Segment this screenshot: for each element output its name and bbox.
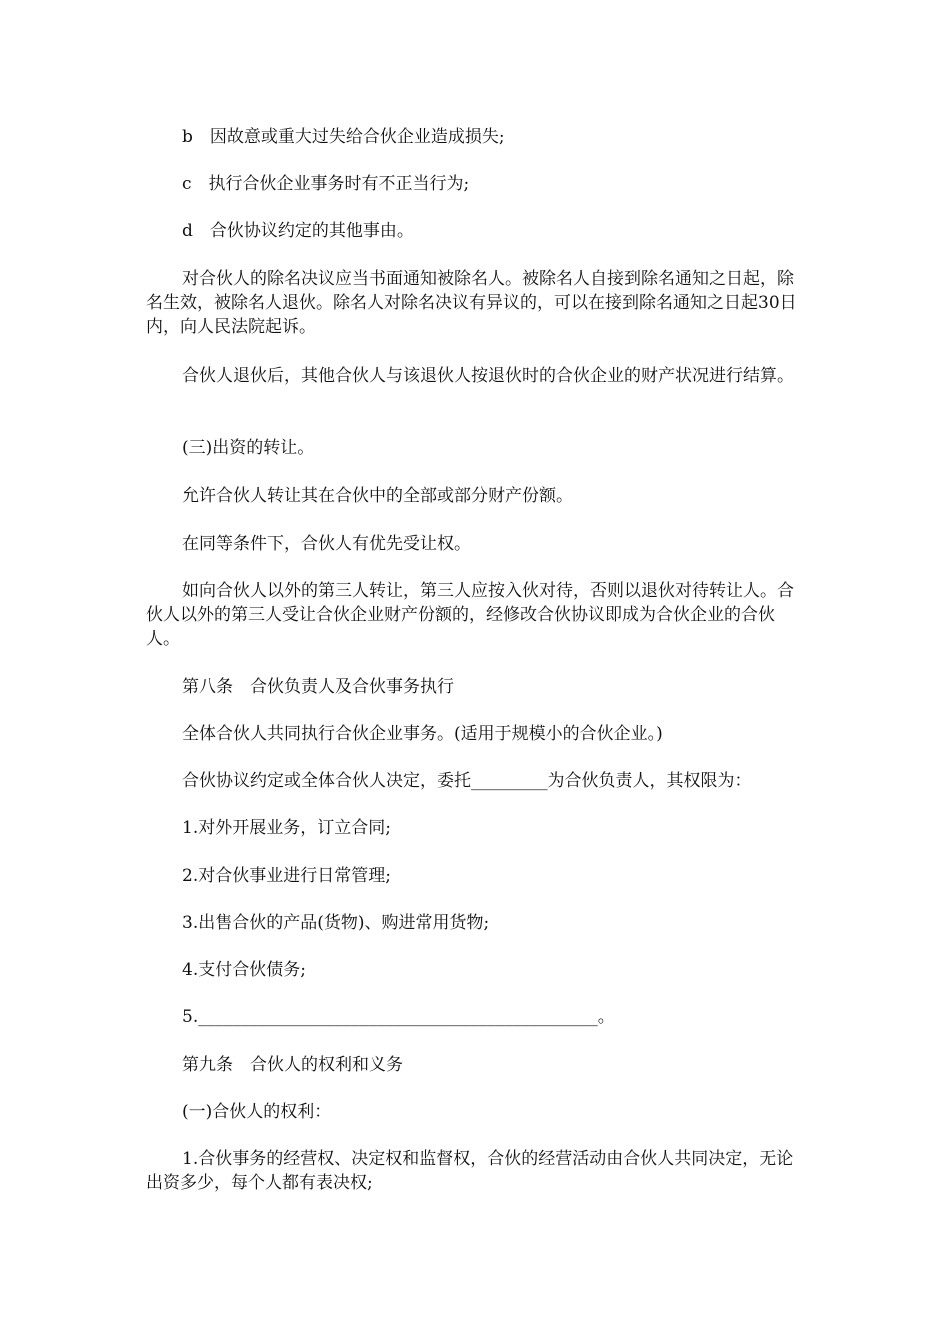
authority-item-1: 1.对外开展业务，订立合同; xyxy=(182,818,391,838)
clause-b: b 因故意或重大过失给合伙企业造成损失; xyxy=(182,127,505,147)
clause-d: d 合伙协议约定的其他事由。 xyxy=(182,221,414,241)
section-heading-rights: (一)合伙人的权利： xyxy=(182,1102,332,1122)
paragraph-settlement: 合伙人退伙后，其他合伙人与该退伙人按退伙时的合伙企业的财产状况进行结算。 xyxy=(182,366,794,386)
paragraph-transfer-allowed: 允许合伙人转让其在合伙中的全部或部分财产份额。 xyxy=(182,486,573,506)
authority-item-4: 4.支付合伙债务; xyxy=(182,960,306,980)
paragraph-priority-right: 在同等条件下，合伙人有优先受让权。 xyxy=(182,534,471,554)
clause-c: c 执行合伙企业事务时有不正当行为; xyxy=(182,174,470,194)
paragraph-appoint-responsible: 合伙协议约定或全体合伙人决定，委托_________为合伙负责人，其权限为： xyxy=(182,771,752,791)
authority-item-3: 3.出售合伙的产品(货物)、购进常用货物; xyxy=(182,913,490,933)
paragraph-third-party-transfer: 如向合伙人以外的第三人转让，第三人应按入伙对待，否则以退伙对待转让人。合伙人以外的第三人受让合伙企业财产份额的，经修改合伙协议即成为合伙企业的合伙人。 xyxy=(146,581,794,649)
article-8-heading: 第八条 合伙负责人及合伙事务执行 xyxy=(182,677,454,697)
rights-item-1: 1.合伙事务的经营权、决定权和监督权，合伙的经营活动由合伙人共同决定，无论出资多少，每个人都有表决权; xyxy=(146,1149,794,1193)
article-9-heading: 第九条 合伙人的权利和义务 xyxy=(182,1055,403,1075)
authority-item-2: 2.对合伙事业进行日常管理; xyxy=(182,866,391,886)
paragraph-expulsion-notice: 对合伙人的除名决议应当书面通知被除名人。被除名人自接到除名通知之日起，除名生效，被除名人退伙。除名人对除名决议有异议的，可以在接到除名通知之日起30日内，向人民法院起诉。 xyxy=(146,269,797,337)
paragraph-joint-execution: 全体合伙人共同执行合伙企业事务。(适用于规模小的合伙企业。) xyxy=(182,724,663,744)
section-heading-transfer: (三)出资的转让。 xyxy=(182,438,315,458)
authority-item-5-blank: 5._______________________________________________。 xyxy=(182,1007,615,1027)
